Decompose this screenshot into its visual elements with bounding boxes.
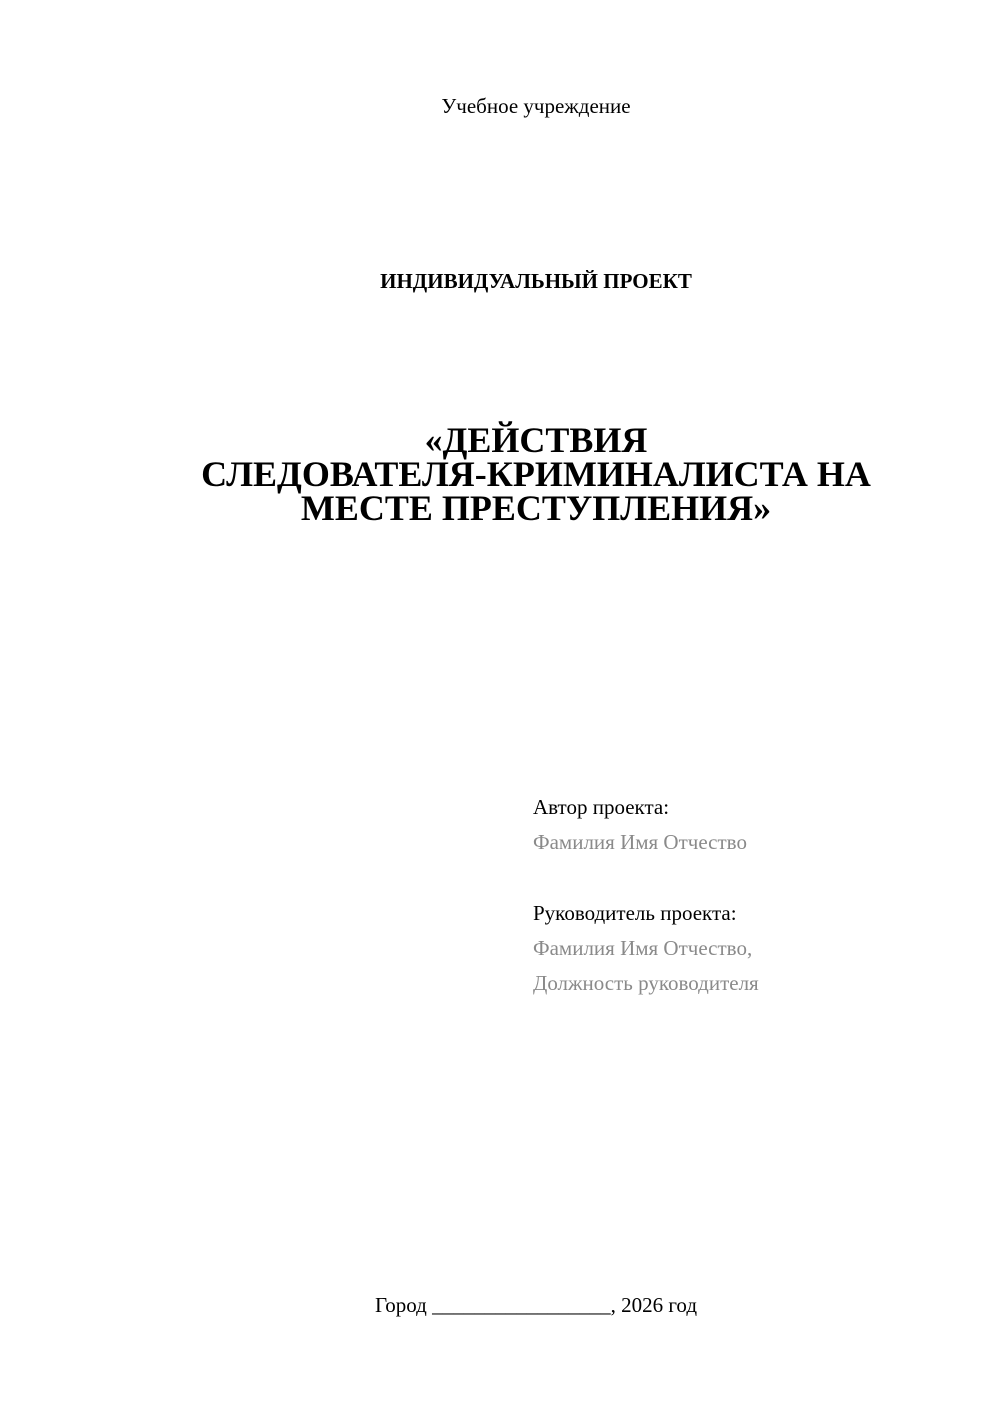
author-name: Фамилия Имя Отчество <box>533 830 747 854</box>
institution-name: Учебное учреждение <box>441 94 631 118</box>
supervisor-position: Должность руководителя <box>533 971 759 995</box>
credits-spacer <box>533 860 759 896</box>
city-year-line: Город _________________, 2026 год <box>374 1293 698 1317</box>
author-label: Автор проекта: <box>533 795 670 819</box>
supervisor-name: Фамилия Имя Отчество, <box>533 936 753 960</box>
supervisor-label: Руководитель проекта: <box>533 901 737 925</box>
credits-block <box>533 790 759 1001</box>
project-title-line-3: МЕСТЕ ПРЕСТУПЛЕНИЯ» <box>300 488 772 528</box>
project-title <box>0 420 1000 528</box>
project-title-line-1: «ДЕЙСТВИЯ <box>424 420 648 460</box>
project-title-line-2: СЛЕДОВАТЕЛЯ-КРИМИНАЛИСТА НА <box>201 454 871 494</box>
document-type: ИНДИВИДУАЛЬНЫЙ ПРОЕКТ <box>380 269 692 293</box>
